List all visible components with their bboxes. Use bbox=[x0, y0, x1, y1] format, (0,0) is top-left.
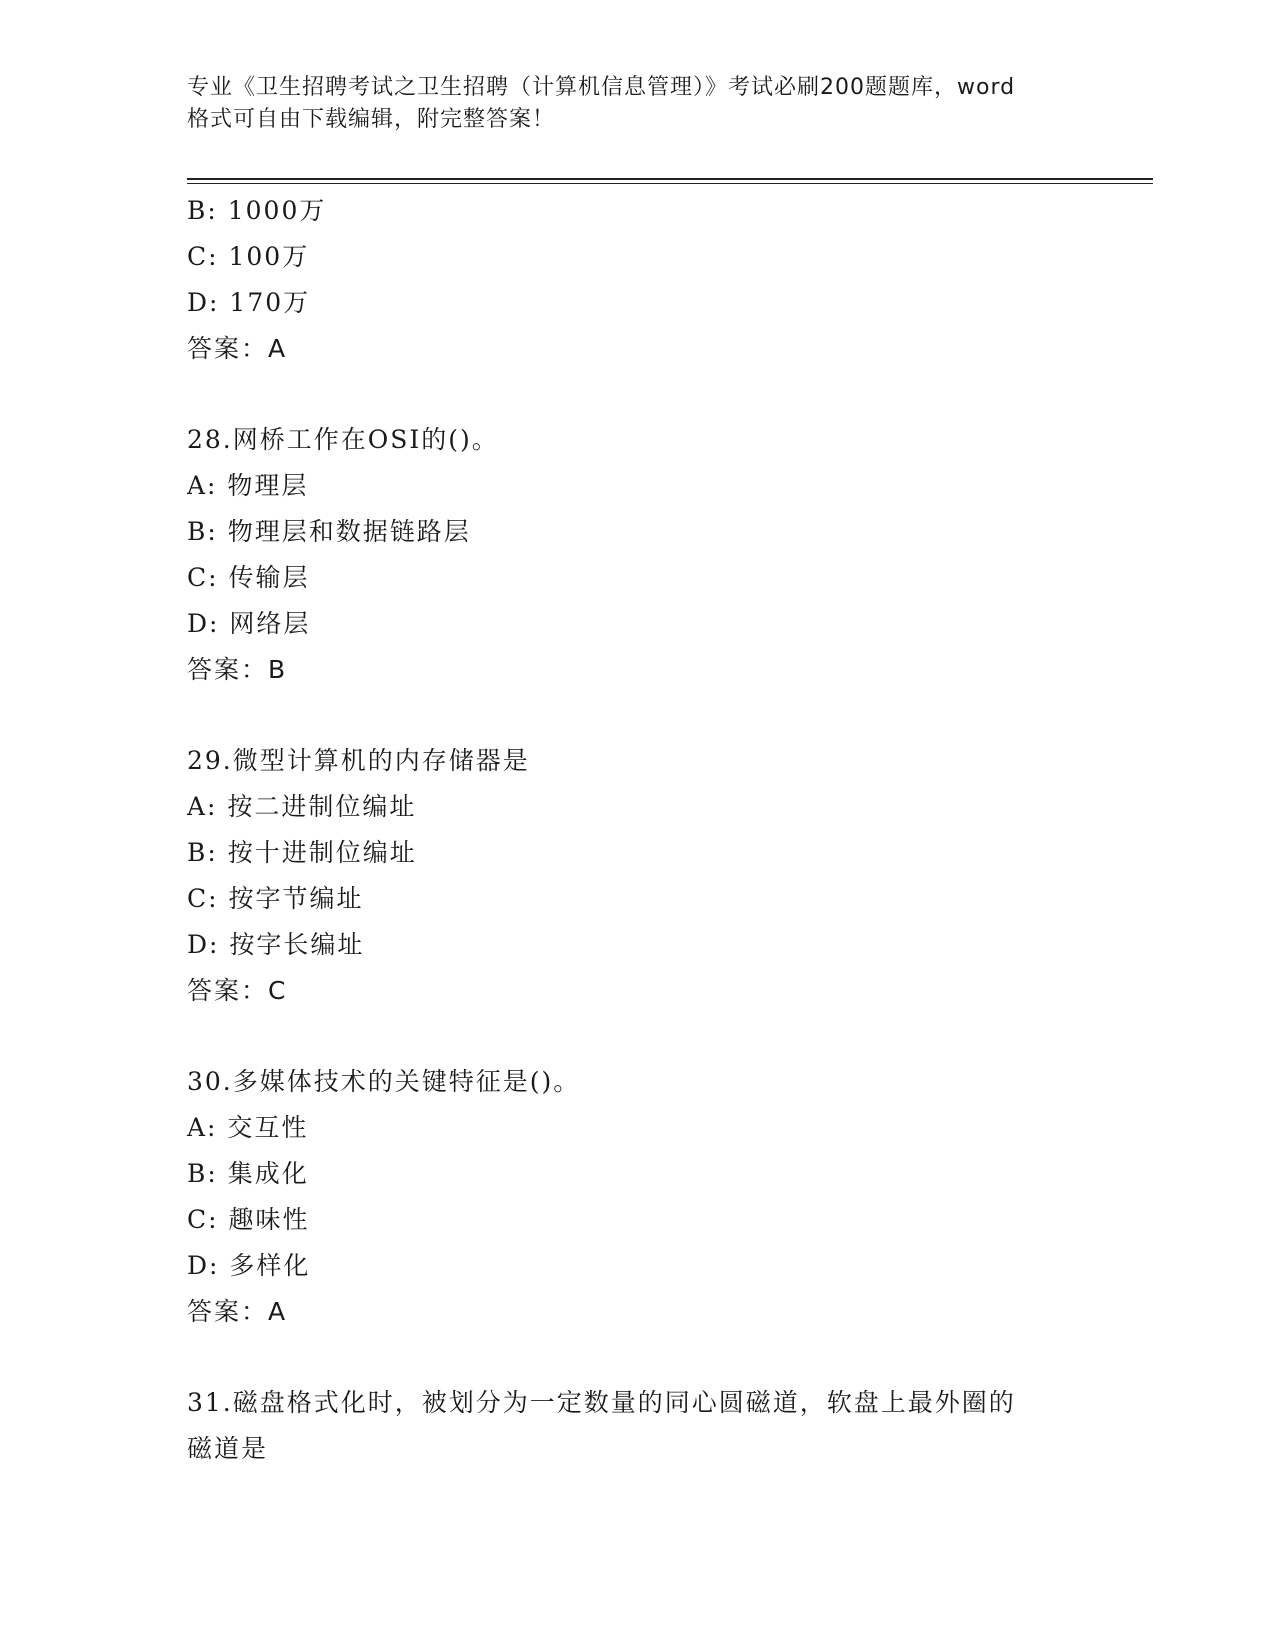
question-stem: 30.多媒体技术的关键特征是()。 bbox=[187, 1067, 581, 1096]
document-header bbox=[187, 72, 1087, 136]
question-block-29 bbox=[187, 738, 1107, 1014]
question-stem-line-2: 磁道是 bbox=[187, 1434, 269, 1463]
question-stem: 29.微型计算机的内存储器是 bbox=[187, 746, 530, 775]
option-b: B: 集成化 bbox=[187, 1159, 309, 1188]
spacer bbox=[187, 1014, 1107, 1059]
option-d: D: 170万 bbox=[187, 288, 311, 317]
question-block-28 bbox=[187, 417, 1107, 693]
option-c: C: 100万 bbox=[187, 242, 310, 271]
question-block-27 bbox=[187, 188, 1107, 372]
option-d: D: 多样化 bbox=[187, 1251, 311, 1280]
spacer bbox=[187, 1335, 1107, 1380]
answer-text: 答案：C bbox=[187, 976, 288, 1005]
question-block-30 bbox=[187, 1059, 1107, 1335]
answer-text: 答案：A bbox=[187, 334, 288, 363]
option-a: A: 物理层 bbox=[187, 471, 309, 500]
answer-text: 答案：B bbox=[187, 655, 288, 684]
option-b: B: 1000万 bbox=[187, 196, 327, 225]
question-block-31 bbox=[187, 1380, 1107, 1472]
spacer bbox=[187, 693, 1107, 738]
question-list bbox=[187, 188, 1107, 1472]
answer-text: 答案：A bbox=[187, 1297, 288, 1326]
option-c: C: 趣味性 bbox=[187, 1205, 310, 1234]
question-stem-line-1: 31.磁盘格式化时，被划分为一定数量的同心圆磁道，软盘上最外圈的 bbox=[187, 1388, 1016, 1417]
header-rule-thin bbox=[187, 183, 1153, 184]
header-line-1: 专业《卫生招聘考试之卫生招聘（计算机信息管理）》考试必刷200题题库，word bbox=[187, 75, 1016, 100]
option-c: C: 传输层 bbox=[187, 563, 310, 592]
option-b: B: 按十进制位编址 bbox=[187, 838, 417, 867]
header-line-2: 格式可自由下载编辑，附完整答案！ bbox=[187, 107, 556, 132]
header-rule-thick bbox=[187, 178, 1153, 180]
option-b: B: 物理层和数据链路层 bbox=[187, 517, 471, 546]
option-a: A: 按二进制位编址 bbox=[187, 792, 417, 821]
option-c: C: 按字节编址 bbox=[187, 884, 364, 913]
question-stem: 28.网桥工作在OSI的()。 bbox=[187, 425, 499, 454]
option-d: D: 网络层 bbox=[187, 609, 311, 638]
spacer bbox=[187, 372, 1107, 417]
option-a: A: 交互性 bbox=[187, 1113, 309, 1142]
option-d: D: 按字长编址 bbox=[187, 930, 365, 959]
